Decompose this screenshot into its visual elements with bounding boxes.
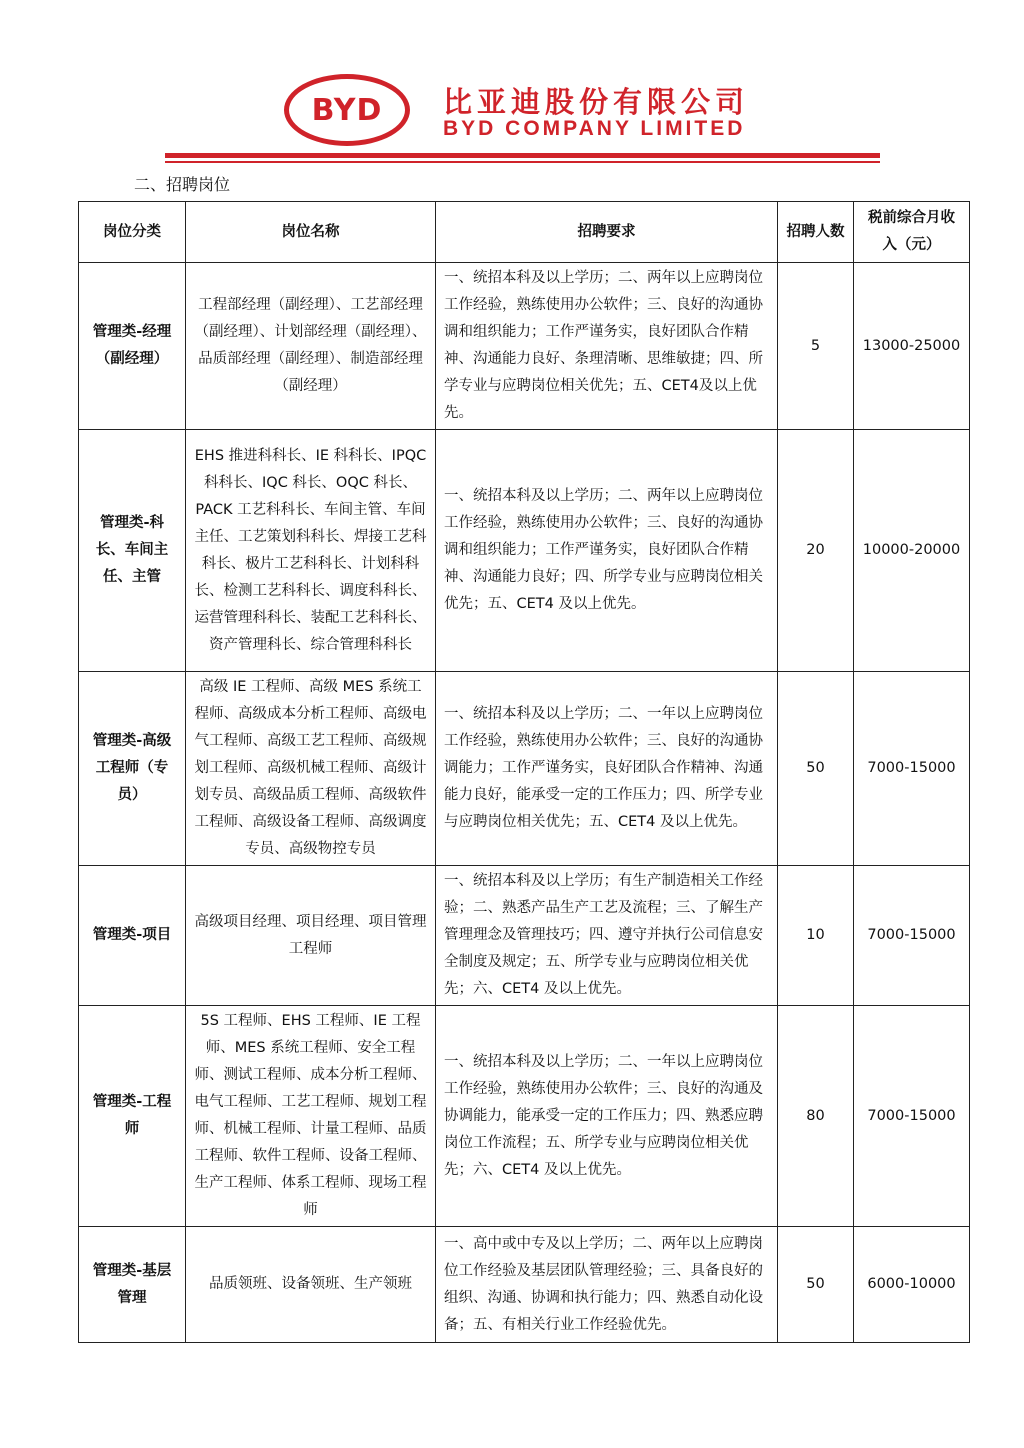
cell-category: 管理类-经理（副经理） — [79, 263, 186, 430]
company-name-en: BYD COMPANY LIMITED — [443, 117, 746, 140]
cell-salary: 10000-20000 — [854, 430, 970, 672]
header-rule-thin — [165, 161, 880, 163]
positions-table — [78, 201, 970, 1343]
cell-positions: 高级项目经理、项目经理、项目管理工程师 — [186, 866, 436, 1006]
cell-headcount: 20 — [778, 430, 854, 672]
table-row — [79, 1227, 970, 1343]
table-row — [79, 263, 970, 430]
cell-category: 管理类-项目 — [79, 866, 186, 1006]
table-row — [79, 430, 970, 672]
cell-positions: 高级 IE 工程师、高级 MES 系统工程师、高级成本分析工程师、高级电气工程师、高级工艺工程师、高级规划工程师、高级机械工程师、高级计划专员、高级品质工程师、高级软件工程师、高级设备工程师、高级调度专员、高级物控专员 — [186, 672, 436, 866]
cell-salary: 13000-25000 — [854, 263, 970, 430]
byd-logo — [284, 74, 410, 146]
cell-positions: EHS 推进科科长、IE 科科长、IPQC 科科长、IQC 科长、OQC 科长、PACK 工艺科科长、车间主管、车间主任、工艺策划科科长、焊接工艺科科长、极片工艺科科长、计划科科长、检测工艺科科长、调度科科长、运营管理科科长、装配工艺科科长、资产管理科长、综合管理科科长 — [186, 430, 436, 672]
cell-requirements: 一、统招本科及以上学历；二、一年以上应聘岗位工作经验，熟练使用办公软件；三、良好的沟通及协调能力，能承受一定的工作压力；四、熟悉应聘岗位工作流程；五、所学专业与应聘岗位相关优先；六、CET4 及以上优先。 — [436, 1006, 778, 1227]
cell-positions: 工程部经理（副经理）、工艺部经理（副经理）、计划部经理（副经理）、品质部经理（副经理）、制造部经理（副经理） — [186, 263, 436, 430]
column-header: 岗位分类 — [79, 202, 186, 263]
cell-requirements: 一、高中或中专及以上学历；二、两年以上应聘岗位工作经验及基层团队管理经验；三、具备良好的组织、沟通、协调和执行能力；四、熟悉自动化设备；五、有相关行业工作经验优先。 — [436, 1227, 778, 1343]
logo-text: BYD — [311, 92, 383, 128]
section-title: 二、招聘岗位 — [134, 175, 231, 194]
cell-headcount: 80 — [778, 1006, 854, 1227]
cell-requirements: 一、统招本科及以上学历；二、两年以上应聘岗位工作经验，熟练使用办公软件；三、良好的沟通协调和组织能力；工作严谨务实，良好团队合作精神、沟通能力良好；四、所学专业与应聘岗位相关优先；五、CET4 及以上优先。 — [436, 430, 778, 672]
cell-headcount: 5 — [778, 263, 854, 430]
cell-positions: 5S 工程师、EHS 工程师、IE 工程师、MES 系统工程师、安全工程师、测试工程师、成本分析工程师、电气工程师、工艺工程师、规划工程师、机械工程师、计量工程师、品质工程师、软件工程师、设备工程师、生产工程师、体系工程师、现场工程师 — [186, 1006, 436, 1227]
cell-category: 管理类-科长、车间主任、主管 — [79, 430, 186, 672]
column-header: 招聘人数 — [778, 202, 854, 263]
cell-requirements: 一、统招本科及以上学历；二、两年以上应聘岗位工作经验，熟练使用办公软件；三、良好的沟通协调和组织能力；工作严谨务实，良好团队合作精神、沟通能力良好、条理清晰、思维敏捷；四、所学专业与应聘岗位相关优先；五、CET4及以上优先。 — [436, 263, 778, 430]
cell-category: 管理类-基层管理 — [79, 1227, 186, 1343]
cell-headcount: 50 — [778, 672, 854, 866]
cell-requirements: 一、统招本科及以上学历；二、一年以上应聘岗位工作经验，熟练使用办公软件；三、良好的沟通协调能力；工作严谨务实，良好团队合作精神、沟通能力良好，能承受一定的工作压力；四、所学专业与应聘岗位相关优先；五、CET4 及以上优先。 — [436, 672, 778, 866]
cell-headcount: 50 — [778, 1227, 854, 1343]
cell-headcount: 10 — [778, 866, 854, 1006]
column-header: 岗位名称 — [186, 202, 436, 263]
cell-positions: 品质领班、设备领班、生产领班 — [186, 1227, 436, 1343]
cell-salary: 7000-15000 — [854, 672, 970, 866]
cell-salary: 6000-10000 — [854, 1227, 970, 1343]
cell-requirements: 一、统招本科及以上学历；有生产制造相关工作经验；二、熟悉产品生产工艺及流程；三、了解生产管理理念及管理技巧；四、遵守并执行公司信息安全制度及规定；五、所学专业与应聘岗位相关优先；六、CET4 及以上优先。 — [436, 866, 778, 1006]
cell-category: 管理类-工程师 — [79, 1006, 186, 1227]
column-header: 税前综合月收入（元） — [854, 202, 970, 263]
cell-salary: 7000-15000 — [854, 1006, 970, 1227]
header-rule — [165, 153, 880, 158]
table-row — [79, 1006, 970, 1227]
table-row — [79, 672, 970, 866]
cell-category: 管理类-高级工程师（专员） — [79, 672, 186, 866]
cell-salary: 7000-15000 — [854, 866, 970, 1006]
table-row — [79, 866, 970, 1006]
company-name-cn: 比亚迪股份有限公司 — [443, 85, 750, 119]
table-header-row — [79, 202, 970, 263]
column-header: 招聘要求 — [436, 202, 778, 263]
